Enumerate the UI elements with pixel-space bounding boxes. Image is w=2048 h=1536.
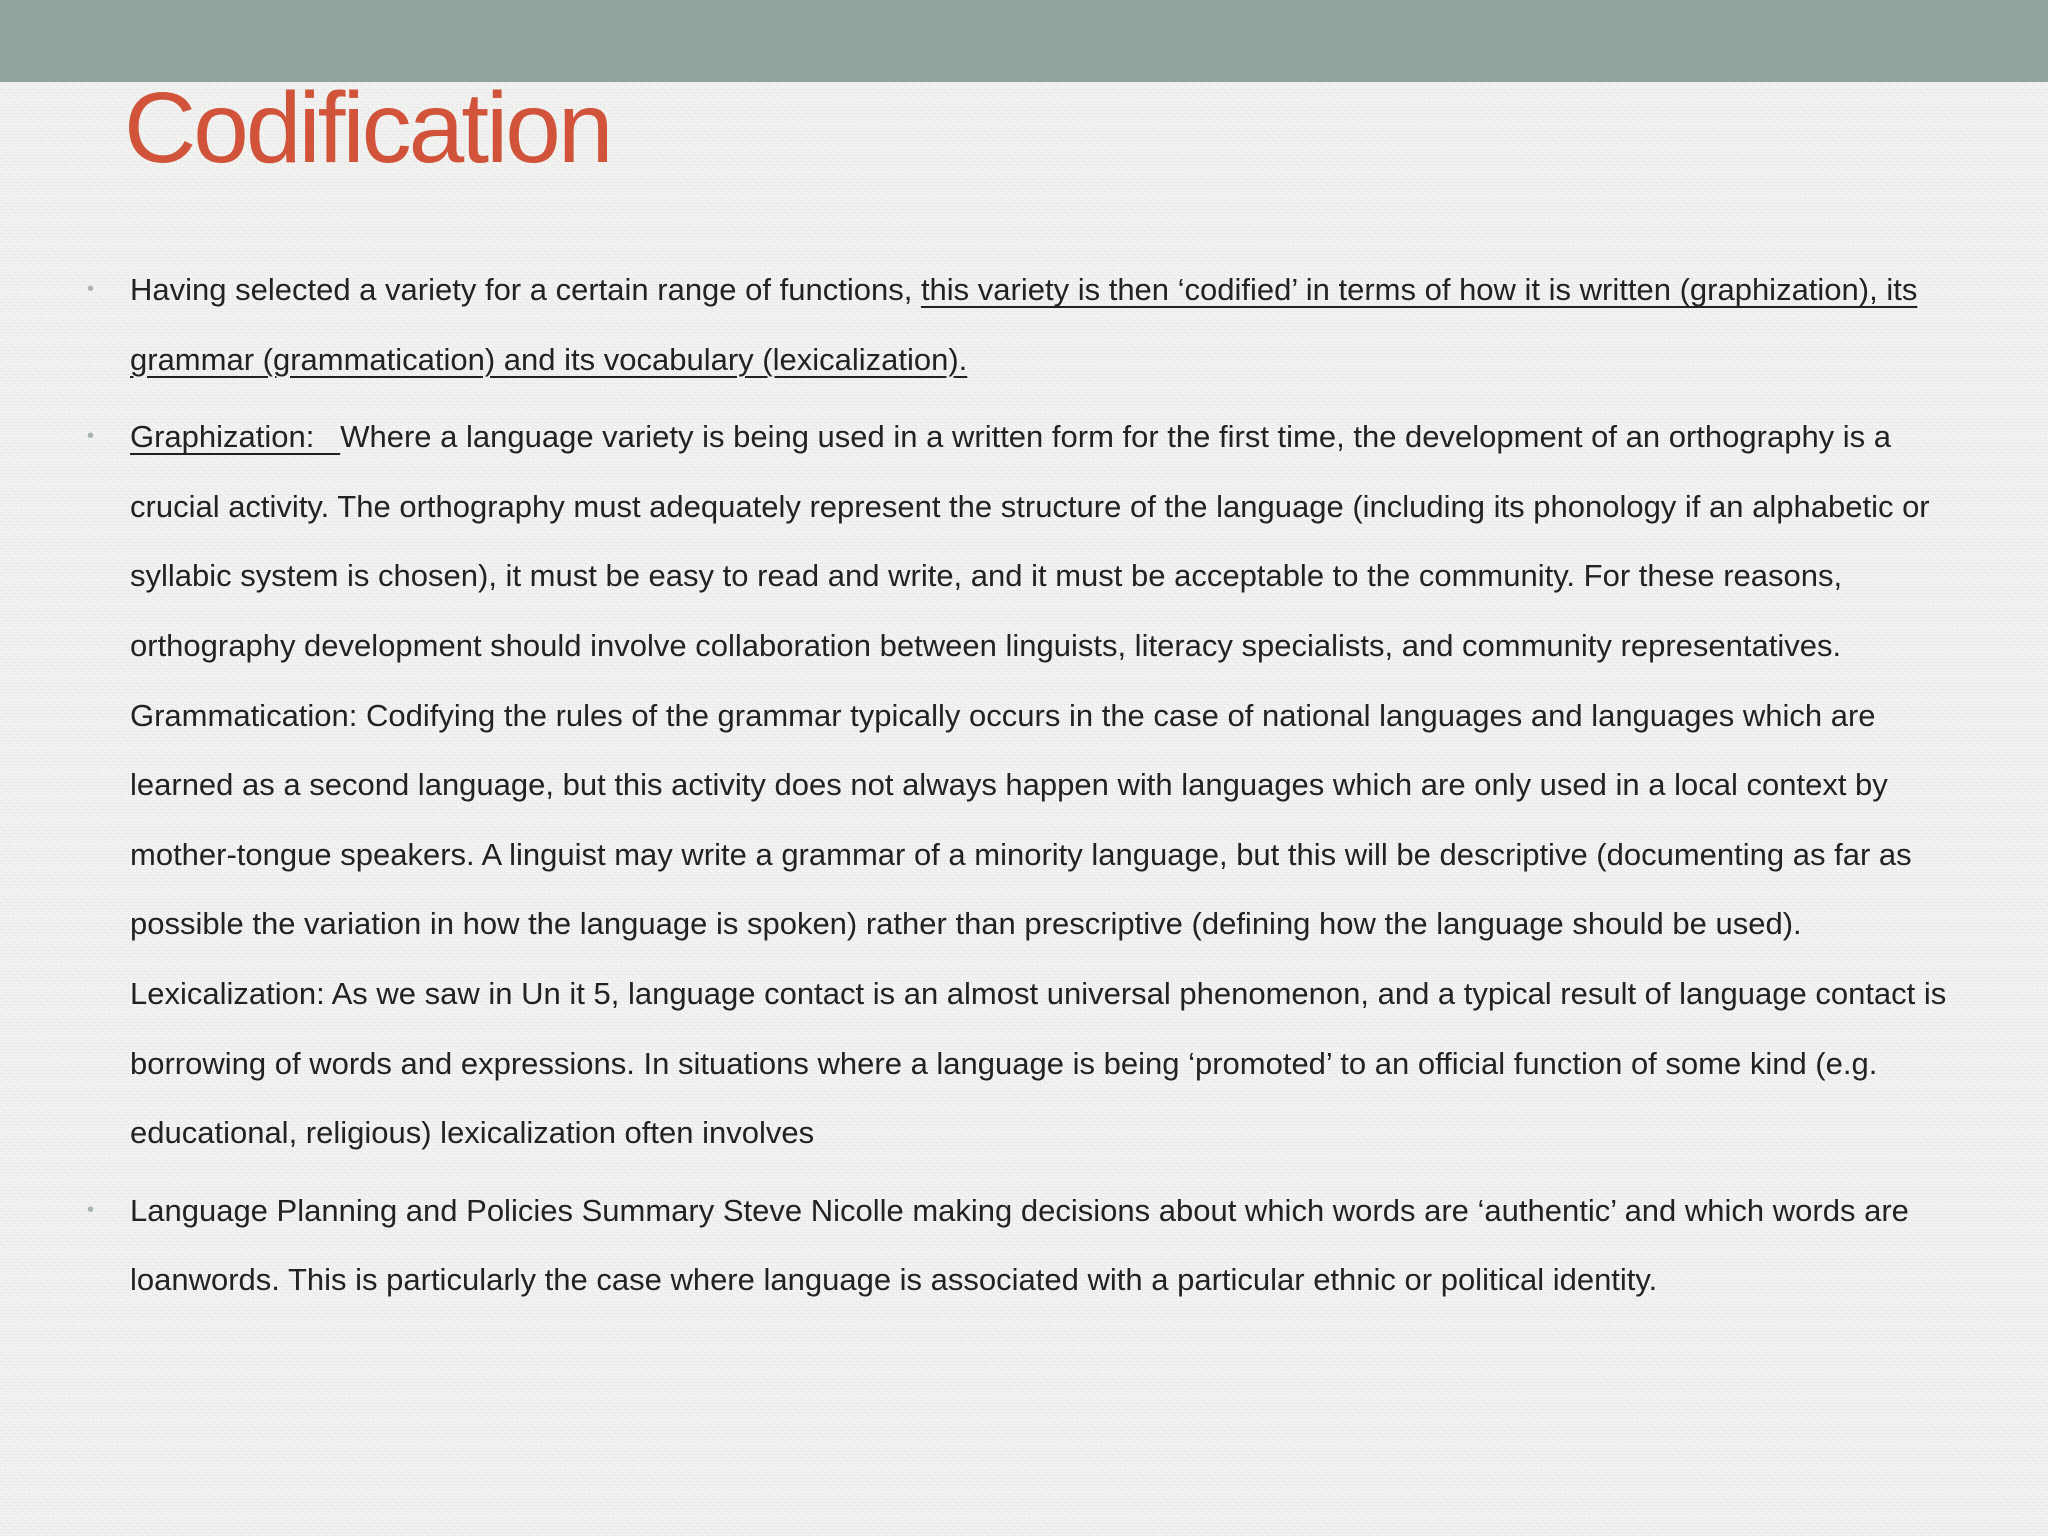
bullet-item-graphization <box>87 402 1980 1168</box>
bullet-item-summary <box>87 1176 1980 1315</box>
bullet-icon: • <box>87 278 95 300</box>
graphization-text: Where a language variety is being used in a written form for the first time, the development of an orthography is a crucial activity. The orthography must adequately represent the structure of the language (including its phonology if an alphabetic or syllabic system is chosen), it must be easy to read and write, and it must be acceptable to the community. For these reasons, orthography development should involve collaboration between linguists, literacy specialists, and community representatives. Grammatication: Codifying the rules of the grammar typically occurs in the case of national languages and languages which are learned as a second language, but this activity does not always happen with languages which are only used in a local context by mother-tongue speakers. A linguist may write a grammar of a minority language, but this will be descriptive (documenting as far as possible the variation in how the language is spoken) rather than prescriptive (defining how the language should be used). Lexicalization: As we saw in Un it 5, language contact is an almost universal phenomenon, and a typical result of language contact is borrowing of words and expressions. In situations where a language is being ‘promoted’ to an official function of some kind (e.g. educational, religious) lexicalization often involves <box>130 419 1947 1151</box>
summary-text: Language Planning and Policies Summary Steve Nicolle making decisions about which words are ‘authentic’ and which words are loanwords. This is particularly the case where language is associated with a particular ethnic or political identity. <box>130 1192 1909 1298</box>
bullet-text-underlined: this variety is then ‘codified’ in terms of how it is written (graphization), its grammar (grammatication) and its vocabulary (lexicalization). <box>130 272 1918 377</box>
slide-body <box>87 255 1980 1323</box>
bullet-text-intro: Having selected a variety for a certain range of functions, <box>130 272 921 307</box>
bullet-item-codification <box>87 255 1980 394</box>
bullet-icon: • <box>87 1198 95 1221</box>
bullet-icon: • <box>87 425 95 448</box>
graphization-heading: Graphization: <box>130 419 341 455</box>
slide-title: Codification <box>124 72 611 184</box>
